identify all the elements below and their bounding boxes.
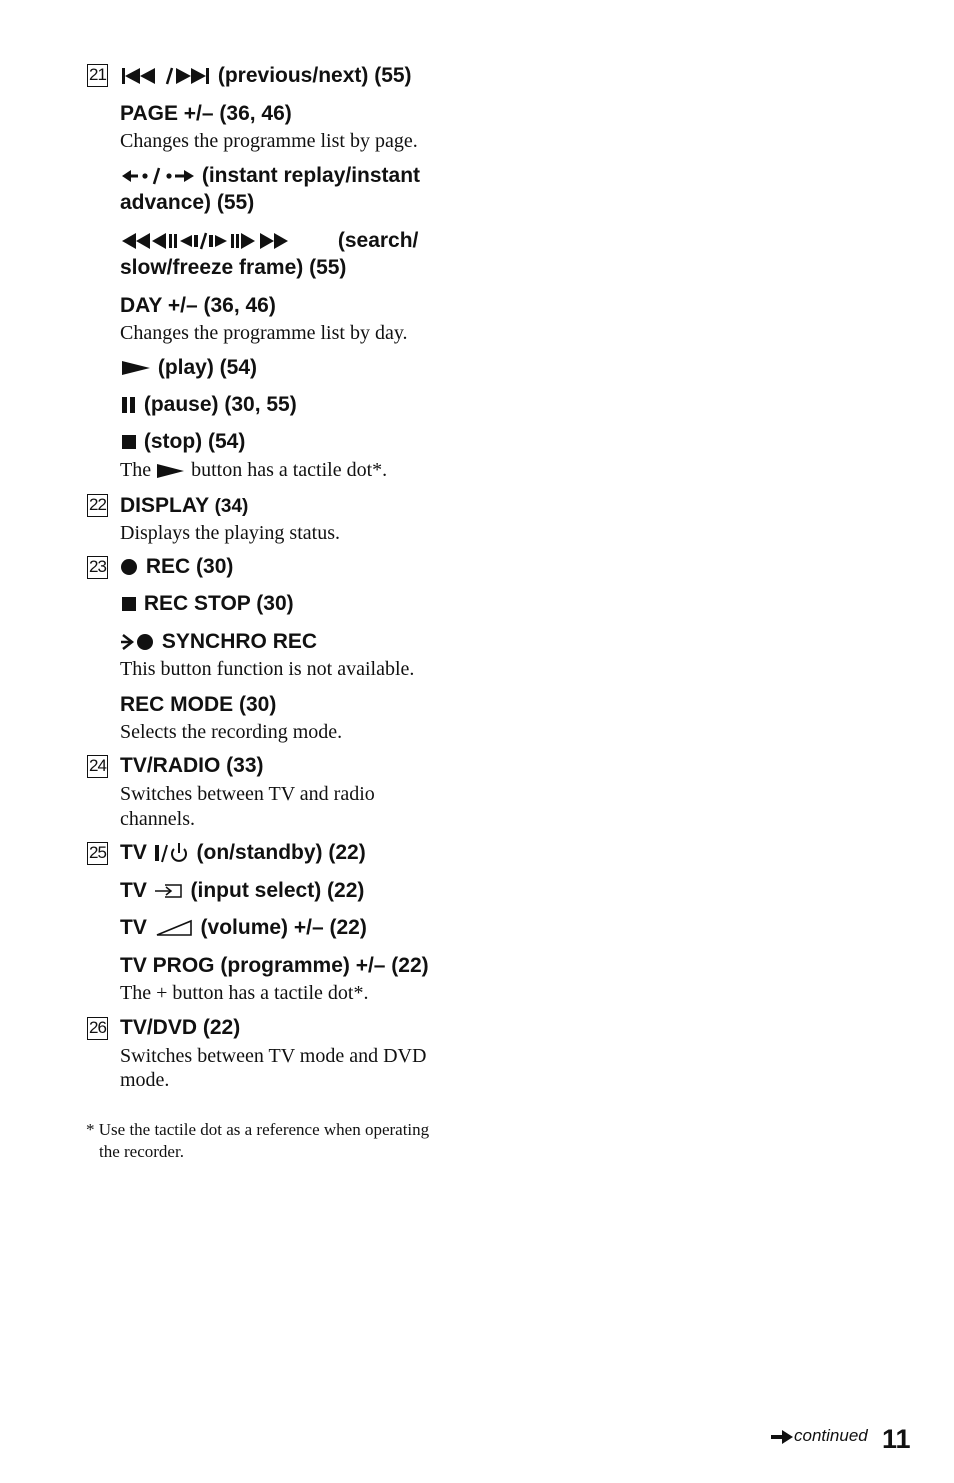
display-description: Displays the playing status. (120, 522, 340, 544)
item-number-22: 22 (87, 494, 108, 517)
item-number-25: 25 (87, 842, 108, 865)
tv-prog-heading: TV PROG (programme) +/– (22) (120, 954, 429, 977)
previous-next-icon (120, 67, 212, 85)
arrow-right-icon (770, 1430, 794, 1444)
item-number-24: 24 (87, 755, 108, 778)
rec-heading: REC (30) (120, 553, 233, 580)
play-heading: (play) (54) (120, 354, 257, 381)
item-number-26: 26 (87, 1017, 108, 1040)
previous-next-heading: (previous/next) (55) (120, 62, 412, 89)
day-description: Changes the programme list by day. (120, 322, 408, 344)
synchro-rec-heading: SYNCHRO REC (120, 628, 317, 655)
item-number-21: 21 (87, 64, 108, 87)
tv-radio-heading: TV/RADIO (33) (120, 754, 264, 777)
tactile-dot-note: The button has a tactile dot*. (120, 459, 388, 481)
instant-replay-heading-line2: advance) (55) (120, 191, 255, 214)
search-heading: (search/ (120, 227, 418, 254)
instant-replay-heading: (instant replay/instant (120, 162, 420, 189)
search-slow-freeze-icon (120, 232, 332, 250)
pause-icon (120, 396, 138, 414)
synchro-rec-icon (120, 633, 156, 651)
rec-mode-heading: REC MODE (30) (120, 693, 277, 716)
tv-prog-description: The + button has a tactile dot*. (120, 982, 369, 1004)
page-number: 11 (882, 1424, 911, 1454)
play-icon (120, 359, 152, 377)
search-heading-line2: slow/freeze frame) (55) (120, 256, 347, 279)
page-heading: PAGE +/– (36, 46) (120, 102, 292, 125)
day-heading: DAY +/– (36, 46) (120, 294, 276, 317)
record-dot-icon (120, 558, 140, 576)
stop-heading: (stop) (54) (120, 428, 245, 455)
tv-radio-description-line2: channels. (120, 808, 195, 830)
continued-label: continued (770, 1426, 868, 1446)
stop-icon (120, 433, 138, 451)
instant-replay-advance-icon (120, 167, 196, 185)
tv-dvd-heading: TV/DVD (22) (120, 1016, 241, 1039)
footnote-line2: the recorder. (99, 1142, 184, 1161)
pause-heading: (pause) (30, 55) (120, 391, 297, 418)
tv-input-select-heading: TV (input select) (22) (120, 879, 365, 902)
rec-stop-heading: REC STOP (30) (120, 590, 294, 617)
power-standby-icon (153, 842, 191, 864)
input-select-icon (153, 882, 185, 900)
tv-dvd-description-line2: mode. (120, 1069, 170, 1091)
footnote-line1: * Use the tactile dot as a reference when operating (86, 1120, 430, 1139)
display-heading: DISPLAY (34) (120, 494, 249, 517)
tv-standby-heading: TV (on/standby) (22) (120, 841, 366, 864)
stop-icon (120, 595, 138, 613)
volume-icon (153, 919, 195, 937)
tv-radio-description: Switches between TV and radio (120, 783, 375, 805)
item-number-23: 23 (87, 556, 108, 579)
tv-dvd-description: Switches between TV mode and DVD (120, 1045, 427, 1067)
footnote-marker: * (86, 1120, 95, 1139)
tv-volume-heading: TV (volume) +/– (22) (120, 916, 367, 939)
page-description: Changes the programme list by page. (120, 130, 418, 152)
synchro-rec-description: This button function is not available. (120, 658, 415, 680)
play-icon (156, 463, 186, 479)
rec-mode-description: Selects the recording mode. (120, 721, 343, 743)
